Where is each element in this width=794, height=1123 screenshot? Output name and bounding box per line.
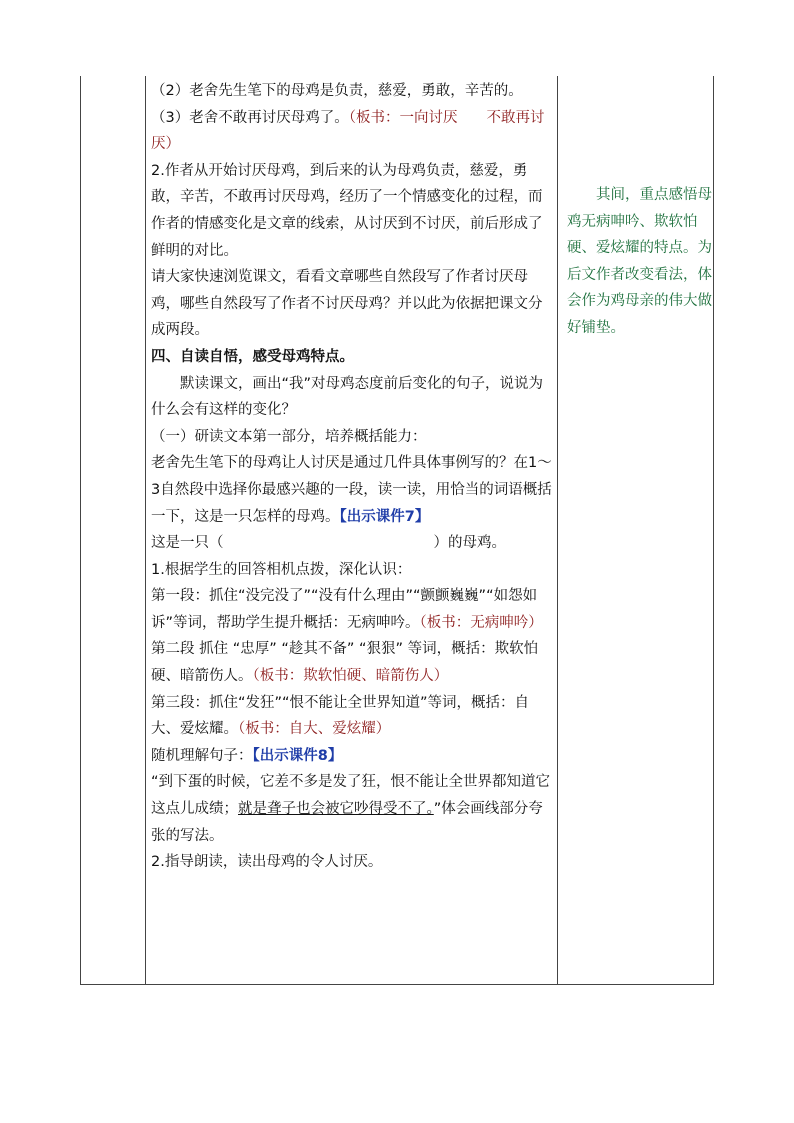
- board-note: （板书：欺软怕硬、暗箭伤人）: [252, 668, 449, 685]
- text-line: 2.指导朗读，读出母鸡的令人讨厌。: [151, 854, 383, 871]
- underlined-phrase: 就是聋子也会被它吵得受不了。: [238, 801, 434, 818]
- text-line: 默读课文，画出“我”对母鸡态度前后变化的句子，说说为什么会有这样的变化？: [151, 375, 544, 419]
- text-line: 2.作者从开始讨厌母鸡，到后来的认为母鸡负责，慈爱，勇敢，辛苦，不敢再讨厌母鸡，经历了一个情感变化的过程，而作者的情感变化是文章的线索，从讨厌到不讨厌，前后形成了鲜明的对比。: [151, 162, 543, 259]
- courseware-cue: 【出示课件7】: [339, 508, 430, 525]
- text-line: 请大家快速浏览课文，看看文章哪些自然段写了作者讨厌母鸡，哪些自然段写了作者不讨厌母鸡？并以此为依据把课文分成两段。: [151, 269, 543, 339]
- text-line: （3）老舍不敢再讨厌母鸡了。（板书：一向讨厌 不敢再讨厌）: [151, 109, 545, 153]
- text-line: 第一段：抓住“没完没了”“没有什么理由”“颤颤巍巍”“如怨如诉”等词，帮助学生提升概括：无病呻吟。（板书：无病呻吟）: [151, 588, 543, 631]
- lesson-plan-table: [80, 76, 714, 985]
- design-note: 其间，重点感悟母鸡无病呻吟、欺软怕硬、爱炫耀的特点。为后文作者改变看法，体会作为鸡母亲的伟大做好铺垫。: [567, 187, 712, 336]
- text-line: 1.根据学生的回答相机点拨，深化认识：: [151, 561, 412, 578]
- design-intent-cell: [567, 182, 715, 342]
- text-line: 随机理解句子：【出示课件8】: [151, 747, 343, 764]
- section-heading: 四、自读自悟，感受母鸡特点。: [151, 348, 354, 365]
- quote-line: “到下蛋的时候，它差不多是发了狂，恨不能让全世界都知道它这点儿成绩；就是聋子也会被它吵得受不了。”体会画线部分夸张的写法。: [151, 774, 551, 844]
- text-line: （2）老舍先生笔下的母鸡是负责，慈爱，勇敢，辛苦的。: [151, 83, 523, 99]
- text-line: 第二段 抓住 “忠厚” “趁其不备” “狠狠” 等词，概括：欺软怕硬、暗箭伤人。（板书：欺软怕硬、暗箭伤人）: [151, 641, 539, 685]
- text-line: 老舍先生笔下的母鸡让人讨厌是通过几件具体事例写的？在1～3自然段中选择你最感兴趣的一段，读一读，用恰当的词语概括一下，这是一只怎样的母鸡。【出示课件7】: [151, 455, 552, 525]
- text-line: （一）研读文本第一部分，培养概括能力：: [151, 428, 427, 445]
- column-divider-left: [145, 76, 146, 984]
- board-note: （板书：自大、爱炫耀）: [238, 721, 391, 738]
- courseware-cue: 【出示课件8】: [252, 747, 343, 764]
- column-divider-right: [557, 76, 558, 984]
- text-line: 第三段：抓住“发狂”“恨不能让全世界知道”等词，概括：自大、爱炫耀。（板书：自大、爱炫耀）: [151, 694, 530, 738]
- board-note: （板书：无病呻吟）: [419, 614, 543, 631]
- fill-blank-line: 这是一只（ ）的母鸡。: [151, 535, 506, 552]
- lesson-content-cell: [151, 78, 555, 876]
- board-note: （板书：一向讨厌 不敢再讨厌）: [151, 109, 545, 153]
